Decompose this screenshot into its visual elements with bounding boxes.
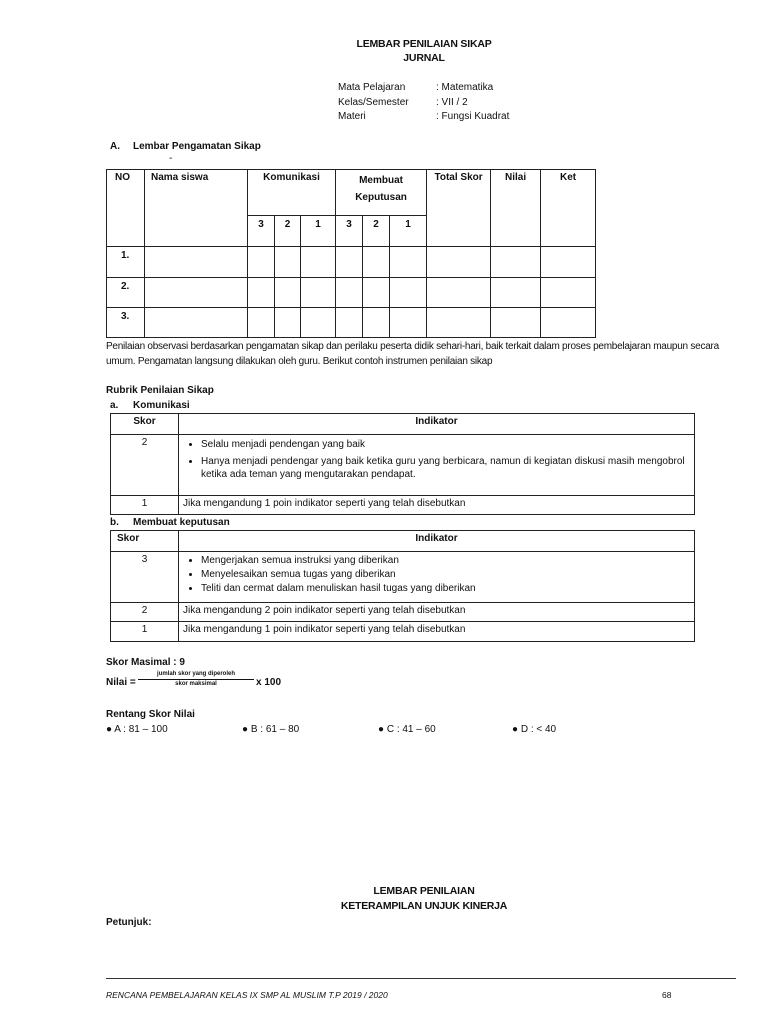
col-indikator: Indikator [179, 414, 695, 435]
info-labels [338, 81, 438, 125]
rubrik-keputusan-table [110, 530, 695, 642]
row-number: 1. [107, 247, 145, 278]
skor-maksimal: Skor Masimal : 9 [106, 657, 185, 668]
score-header: 1 [390, 216, 427, 247]
indikator-item: • Mengerjakan semua instruksi yang diberikan [201, 554, 690, 567]
page-title: LEMBAR PENILAIAN SIKAP [356, 38, 492, 50]
score-header: 3 [336, 216, 363, 247]
rubrik-a-label: a. [110, 400, 119, 411]
rentang-a: ● A : 81 – 100 [106, 724, 168, 735]
rentang-c: ● C : 41 – 60 [378, 724, 436, 735]
info-value-class: : VII / 2 [436, 96, 468, 108]
fraction-denominator: skor maksimal [175, 681, 217, 687]
section2-title: LEMBAR PENILAIAN [373, 885, 475, 897]
table-row [111, 603, 695, 622]
page-number: 68 [662, 990, 672, 1000]
score-header: 1 [301, 216, 336, 247]
score-header: 2 [363, 216, 390, 247]
indikator-item: • Hanya menjadi pendengar yang baik ketika guru yang berbicara, namun di kegiatan diskusi masih mengobrol ketika ada teman yang mengutarakan pendapat. [201, 455, 690, 481]
score-header: 2 [275, 216, 301, 247]
table-row [107, 278, 596, 308]
col-komunikasi: Komunikasi [248, 170, 336, 216]
col-skor: Skor [111, 531, 179, 552]
section2-subtitle: KETERAMPILAN UNJUK KINERJA [340, 900, 508, 912]
indikator-text: Jika mengandung 1 poin indikator seperti yang telah disebutkan [179, 496, 695, 515]
col-skor: Skor [111, 414, 179, 435]
nilai-label: Nilai = [106, 677, 136, 688]
score-header: 3 [248, 216, 275, 247]
nilai-fraction [138, 670, 254, 689]
col-nilai: Nilai [491, 170, 541, 247]
table-row [111, 622, 695, 642]
col-nama: Nama siswa [145, 170, 248, 247]
table-row [107, 308, 596, 338]
col-indikator: Indikator [179, 531, 695, 552]
info-label-class: Kelas/Semester [338, 96, 409, 108]
section-a-label: A. [110, 141, 120, 152]
section-a-title: Lembar Pengamatan Sikap [133, 141, 261, 152]
indikator-item: • Menyelesaikan semua tugas yang diberikan [201, 568, 690, 581]
table-row [111, 435, 695, 496]
col-mk-line2: Keputusan [355, 192, 407, 203]
skor-value: 1 [111, 622, 179, 642]
info-values [436, 81, 586, 125]
col-mk-line1: Membuat [359, 175, 403, 186]
indikator-text: Jika mengandung 1 poin indikator seperti yang telah disebutkan [179, 622, 695, 642]
footer-divider [106, 978, 736, 979]
row-number: 3. [107, 308, 145, 338]
info-value-subject: : Matematika [436, 82, 494, 93]
indikator-item: • Selalu menjadi pendengan yang baik [201, 438, 690, 451]
rentang-d: ● D : < 40 [512, 724, 557, 735]
rubrik-b-title: Membuat keputusan [133, 517, 230, 528]
description-paragraph: Penilaian observasi berdasarkan pengamatan sikap dan perilaku peserta didik sehari-hari, baik terkait dalam proses pembelajaran maupun secara umum. Pengamatan langsung dilakukan oleh guru. Berikut contoh instrumen penilaian sikap [106, 341, 719, 367]
indikator-text: Jika mengandung 2 poin indikator seperti yang telah disebutkan [179, 603, 695, 622]
rentang-title: Rentang Skor Nilai [106, 709, 195, 720]
info-label-material: Materi [338, 111, 366, 122]
col-ket: Ket [541, 170, 596, 247]
indikator-item: • Teliti dan cermat dalam menuliskan hasil tugas yang diberikan [201, 582, 690, 595]
rubrik-title: Rubrik Penilaian Sikap [106, 385, 214, 396]
skor-value: 1 [111, 496, 179, 515]
rentang-b: ● B : 61 – 80 [242, 724, 300, 735]
col-no: NO [107, 170, 145, 247]
rubrik-a-title: Komunikasi [133, 400, 190, 411]
fraction-numerator: jumlah skor yang diperoleh [138, 670, 254, 680]
rubrik-komunikasi-table [110, 413, 695, 515]
col-total-skor: Total Skor [427, 170, 491, 247]
info-label-subject: Mata Pelajaran [338, 82, 406, 93]
section-a-dash: - [169, 153, 173, 164]
skor-value: 3 [111, 552, 179, 603]
rubrik-b-label: b. [110, 517, 119, 528]
info-value-material: : Fungsi Kuadrat [436, 111, 510, 122]
table-row [111, 552, 695, 603]
table-row [107, 247, 596, 278]
skor-value: 2 [111, 435, 179, 496]
nilai-multiplier: x 100 [256, 677, 282, 688]
observation-table [106, 169, 596, 338]
petunjuk-label: Petunjuk: [106, 917, 152, 928]
row-number: 2. [107, 278, 145, 308]
page-subtitle: JURNAL [403, 52, 445, 64]
table-row [111, 496, 695, 515]
col-membuat-keputusan [336, 170, 427, 216]
footer-text: RENCANA PEMBELAJARAN KELAS IX SMP AL MUSLIM T.P 2019 / 2020 [106, 990, 388, 1000]
skor-value: 2 [111, 603, 179, 622]
